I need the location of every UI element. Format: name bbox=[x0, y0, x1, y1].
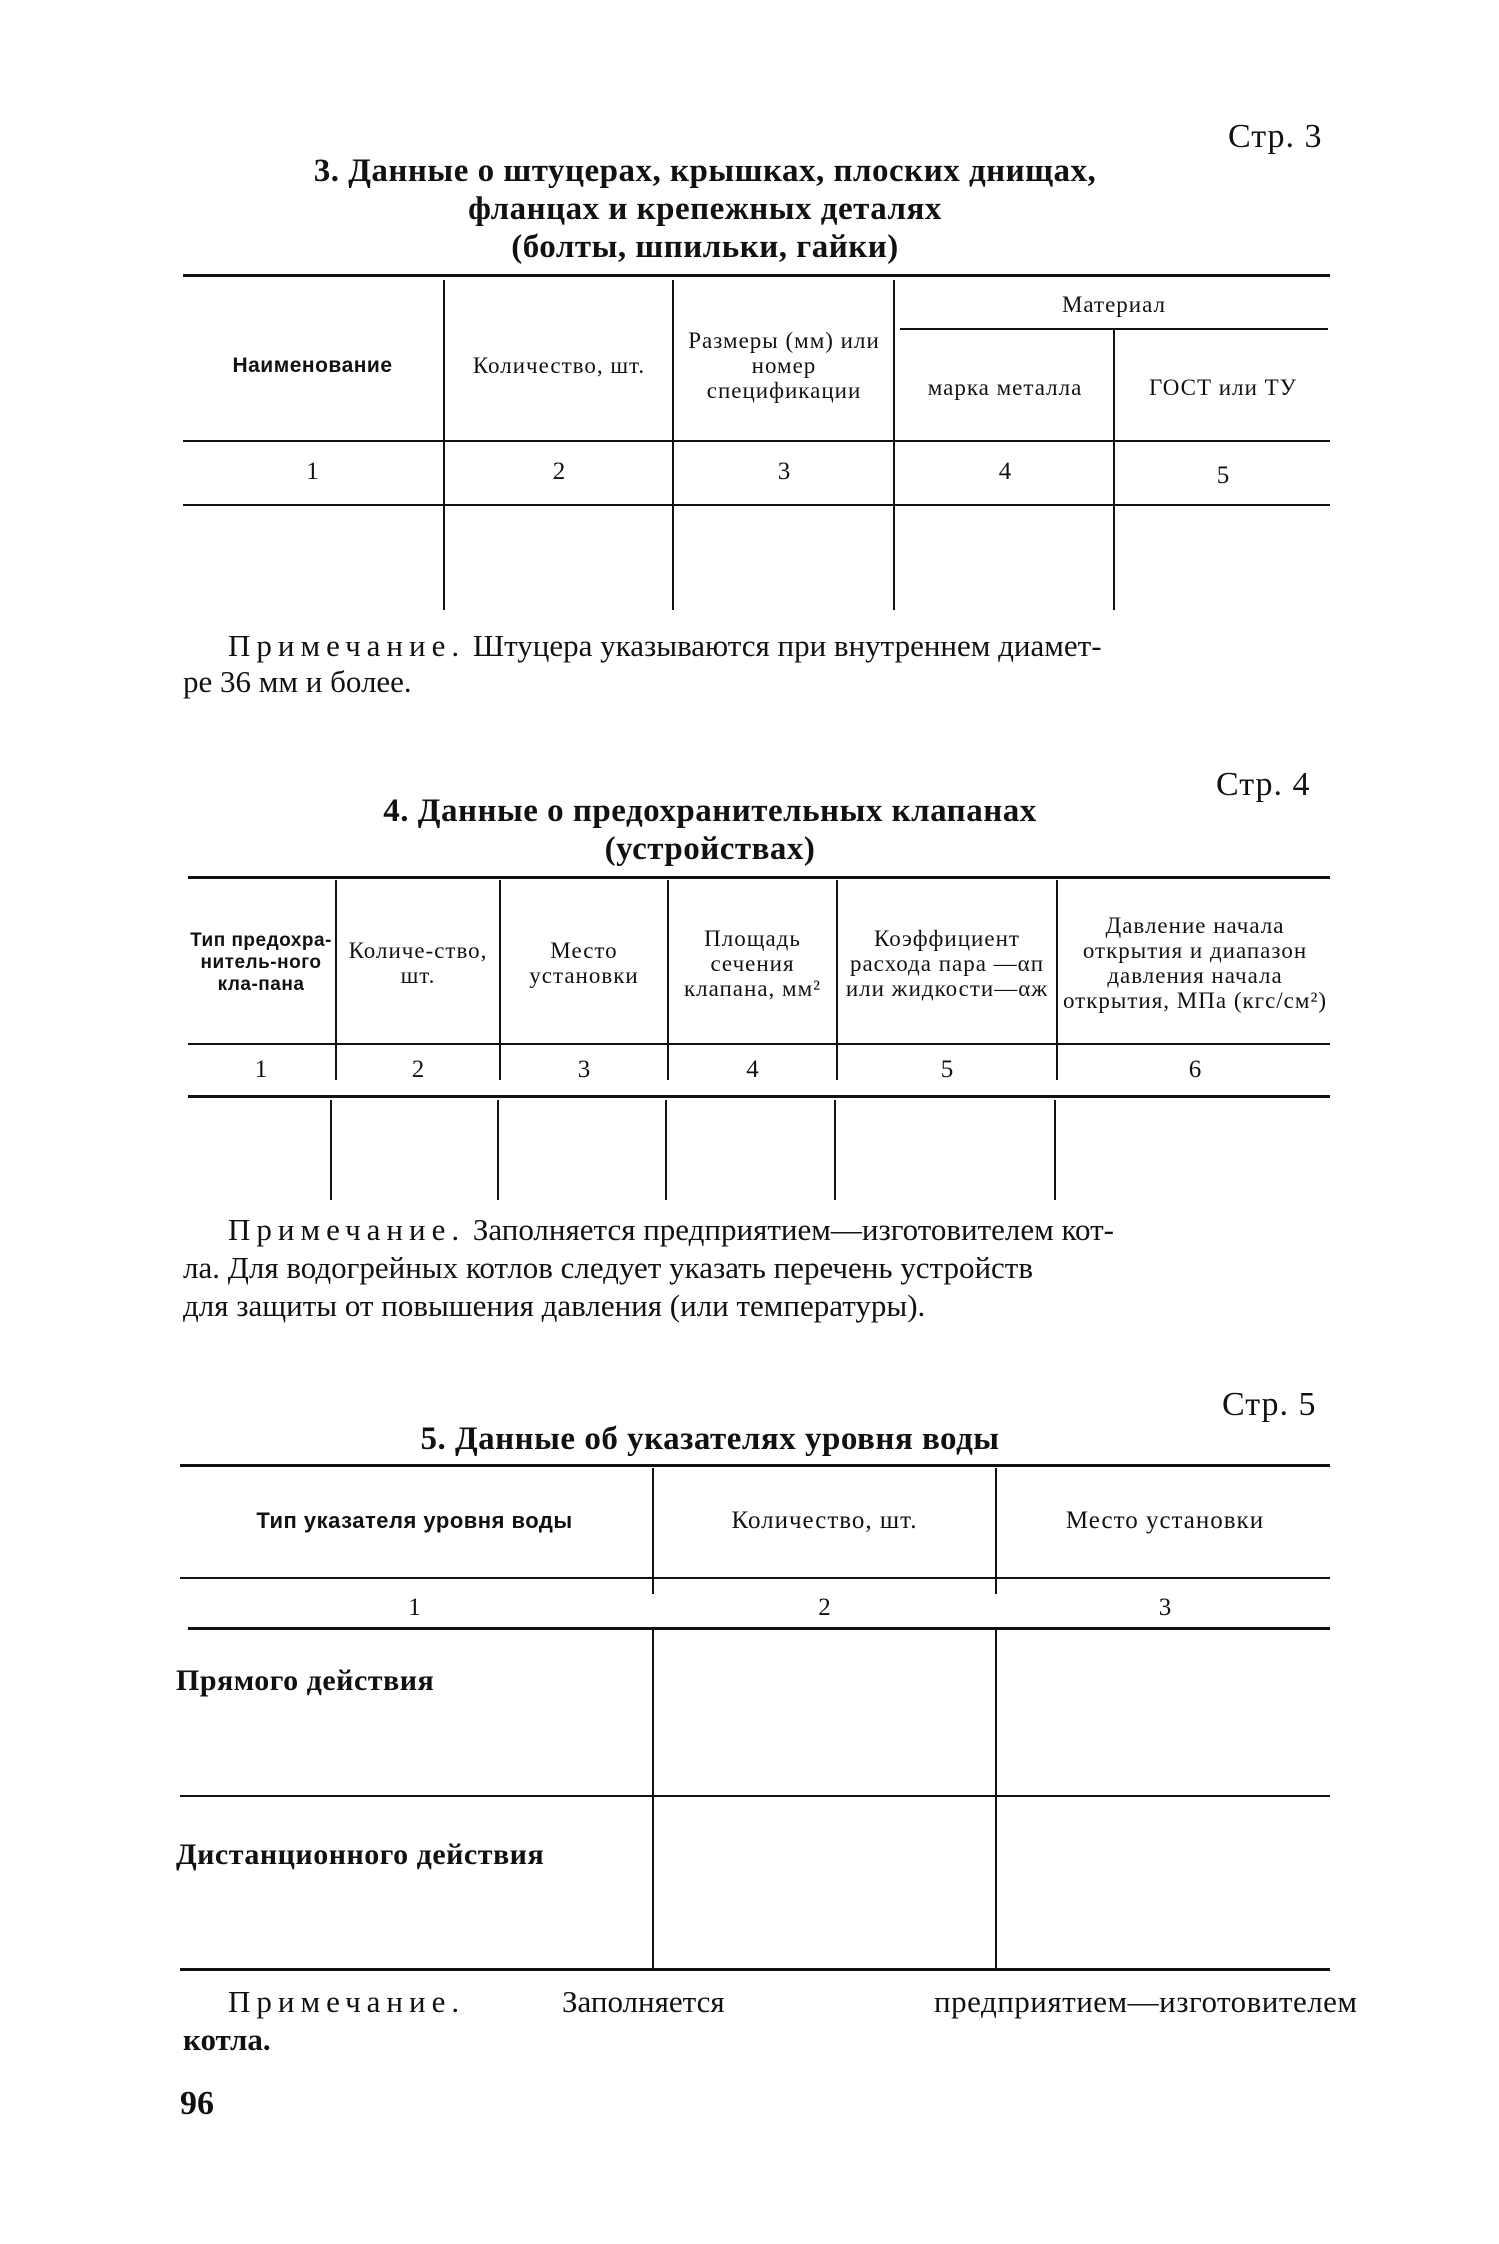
section3-title-line2: фланцах и крепежных деталях bbox=[468, 191, 942, 227]
col-header-material: Материал bbox=[1061, 291, 1167, 317]
col-header-gost: ГОСТ или ТУ bbox=[1149, 375, 1297, 400]
col-num: 4 bbox=[746, 1056, 759, 1083]
row-label-direct: Прямого действия bbox=[176, 1664, 435, 1697]
section4-title-line2: (устройствах) bbox=[604, 831, 816, 867]
col-header-type: Тип указателя уровня воды bbox=[256, 1507, 573, 1533]
section4-note-line2: ла. Для водогрейных котлов следует указать перечень устройств bbox=[183, 1250, 1033, 1285]
section5-note-line2: котла. bbox=[183, 2022, 271, 2057]
col-num: 2 bbox=[552, 458, 566, 485]
note-text: Штуцера указываются при внутреннем диамет- bbox=[465, 628, 1102, 663]
col-num: 4 bbox=[998, 458, 1012, 485]
page-number: 96 bbox=[180, 2085, 214, 2122]
section4-note bbox=[228, 1212, 1338, 1248]
col-num: 2 bbox=[411, 1056, 425, 1083]
col-num: 1 bbox=[408, 1594, 421, 1621]
col-header-qty: Количество, шт. bbox=[731, 1506, 918, 1534]
col-num: 3 bbox=[577, 1056, 591, 1083]
col-header-name: Наименование bbox=[232, 353, 393, 377]
col-header-qty: Количество, шт. bbox=[472, 352, 646, 378]
page-ref-3: Стр. 3 bbox=[1228, 118, 1323, 155]
section3-note bbox=[228, 628, 1328, 664]
col-header-grade: марка металла bbox=[927, 375, 1083, 400]
section3-title-line3: (болты, шпильки, гайки) bbox=[511, 229, 899, 265]
note-text: Заполняется предприятием—изготовителем кот- bbox=[465, 1212, 1114, 1247]
col-num: 2 bbox=[818, 1594, 831, 1621]
col-num: 3 bbox=[777, 458, 791, 485]
col-header-size: Размеры (мм) или номер спецификации bbox=[688, 327, 880, 403]
note-lead: Примечание. bbox=[228, 1212, 466, 1247]
page-ref-5: Стр. 5 bbox=[1222, 1386, 1317, 1423]
col-header-type: Тип предохра-нитель-ного кла-пана bbox=[190, 930, 332, 995]
section3-title-line1: 3. Данные о штуцерах, крышках, плоских днищах, bbox=[313, 153, 1097, 189]
col-header-place: Место установки bbox=[1065, 1506, 1265, 1534]
section3-note-line2: ре 36 мм и более. bbox=[183, 664, 412, 699]
section5-note-text: Заполняется bbox=[562, 1984, 725, 2019]
col-header-place: Место установки bbox=[529, 938, 639, 988]
col-num: 6 bbox=[1188, 1056, 1202, 1083]
col-num: 3 bbox=[1158, 1594, 1172, 1621]
section5-note-text-b: предприятием—изготовителем bbox=[934, 1984, 1358, 2019]
col-num: 5 bbox=[1216, 462, 1230, 489]
note-lead: Примечание. bbox=[228, 628, 466, 663]
col-num: 1 bbox=[306, 458, 319, 485]
col-header-qty: Количе-ство, шт. bbox=[348, 938, 488, 988]
section4-note-line3: для защиты от повышения давления (или температуры). bbox=[183, 1288, 926, 1323]
col-num: 5 bbox=[940, 1056, 954, 1083]
col-num: 1 bbox=[254, 1056, 268, 1083]
section4-title-line1: 4. Данные о предохранительных клапанах bbox=[383, 793, 1037, 829]
col-header-coef: Коэффициент расхода пара —αп или жидкости—αж bbox=[845, 925, 1049, 1001]
note-lead: Примечание. bbox=[228, 1984, 466, 2019]
col-header-pressure: Давление начала открытия и диапазон давления начала открытия, МПа (кгс/см²) bbox=[1062, 913, 1328, 1013]
page-ref-4: Стр. 4 bbox=[1216, 766, 1311, 803]
section5-title: 5. Данные об указателях уровня воды bbox=[420, 1421, 1000, 1457]
col-header-area: Площадь сечения клапана, мм² bbox=[683, 925, 822, 1001]
row-label-remote: Дистанционного действия bbox=[176, 1838, 545, 1871]
